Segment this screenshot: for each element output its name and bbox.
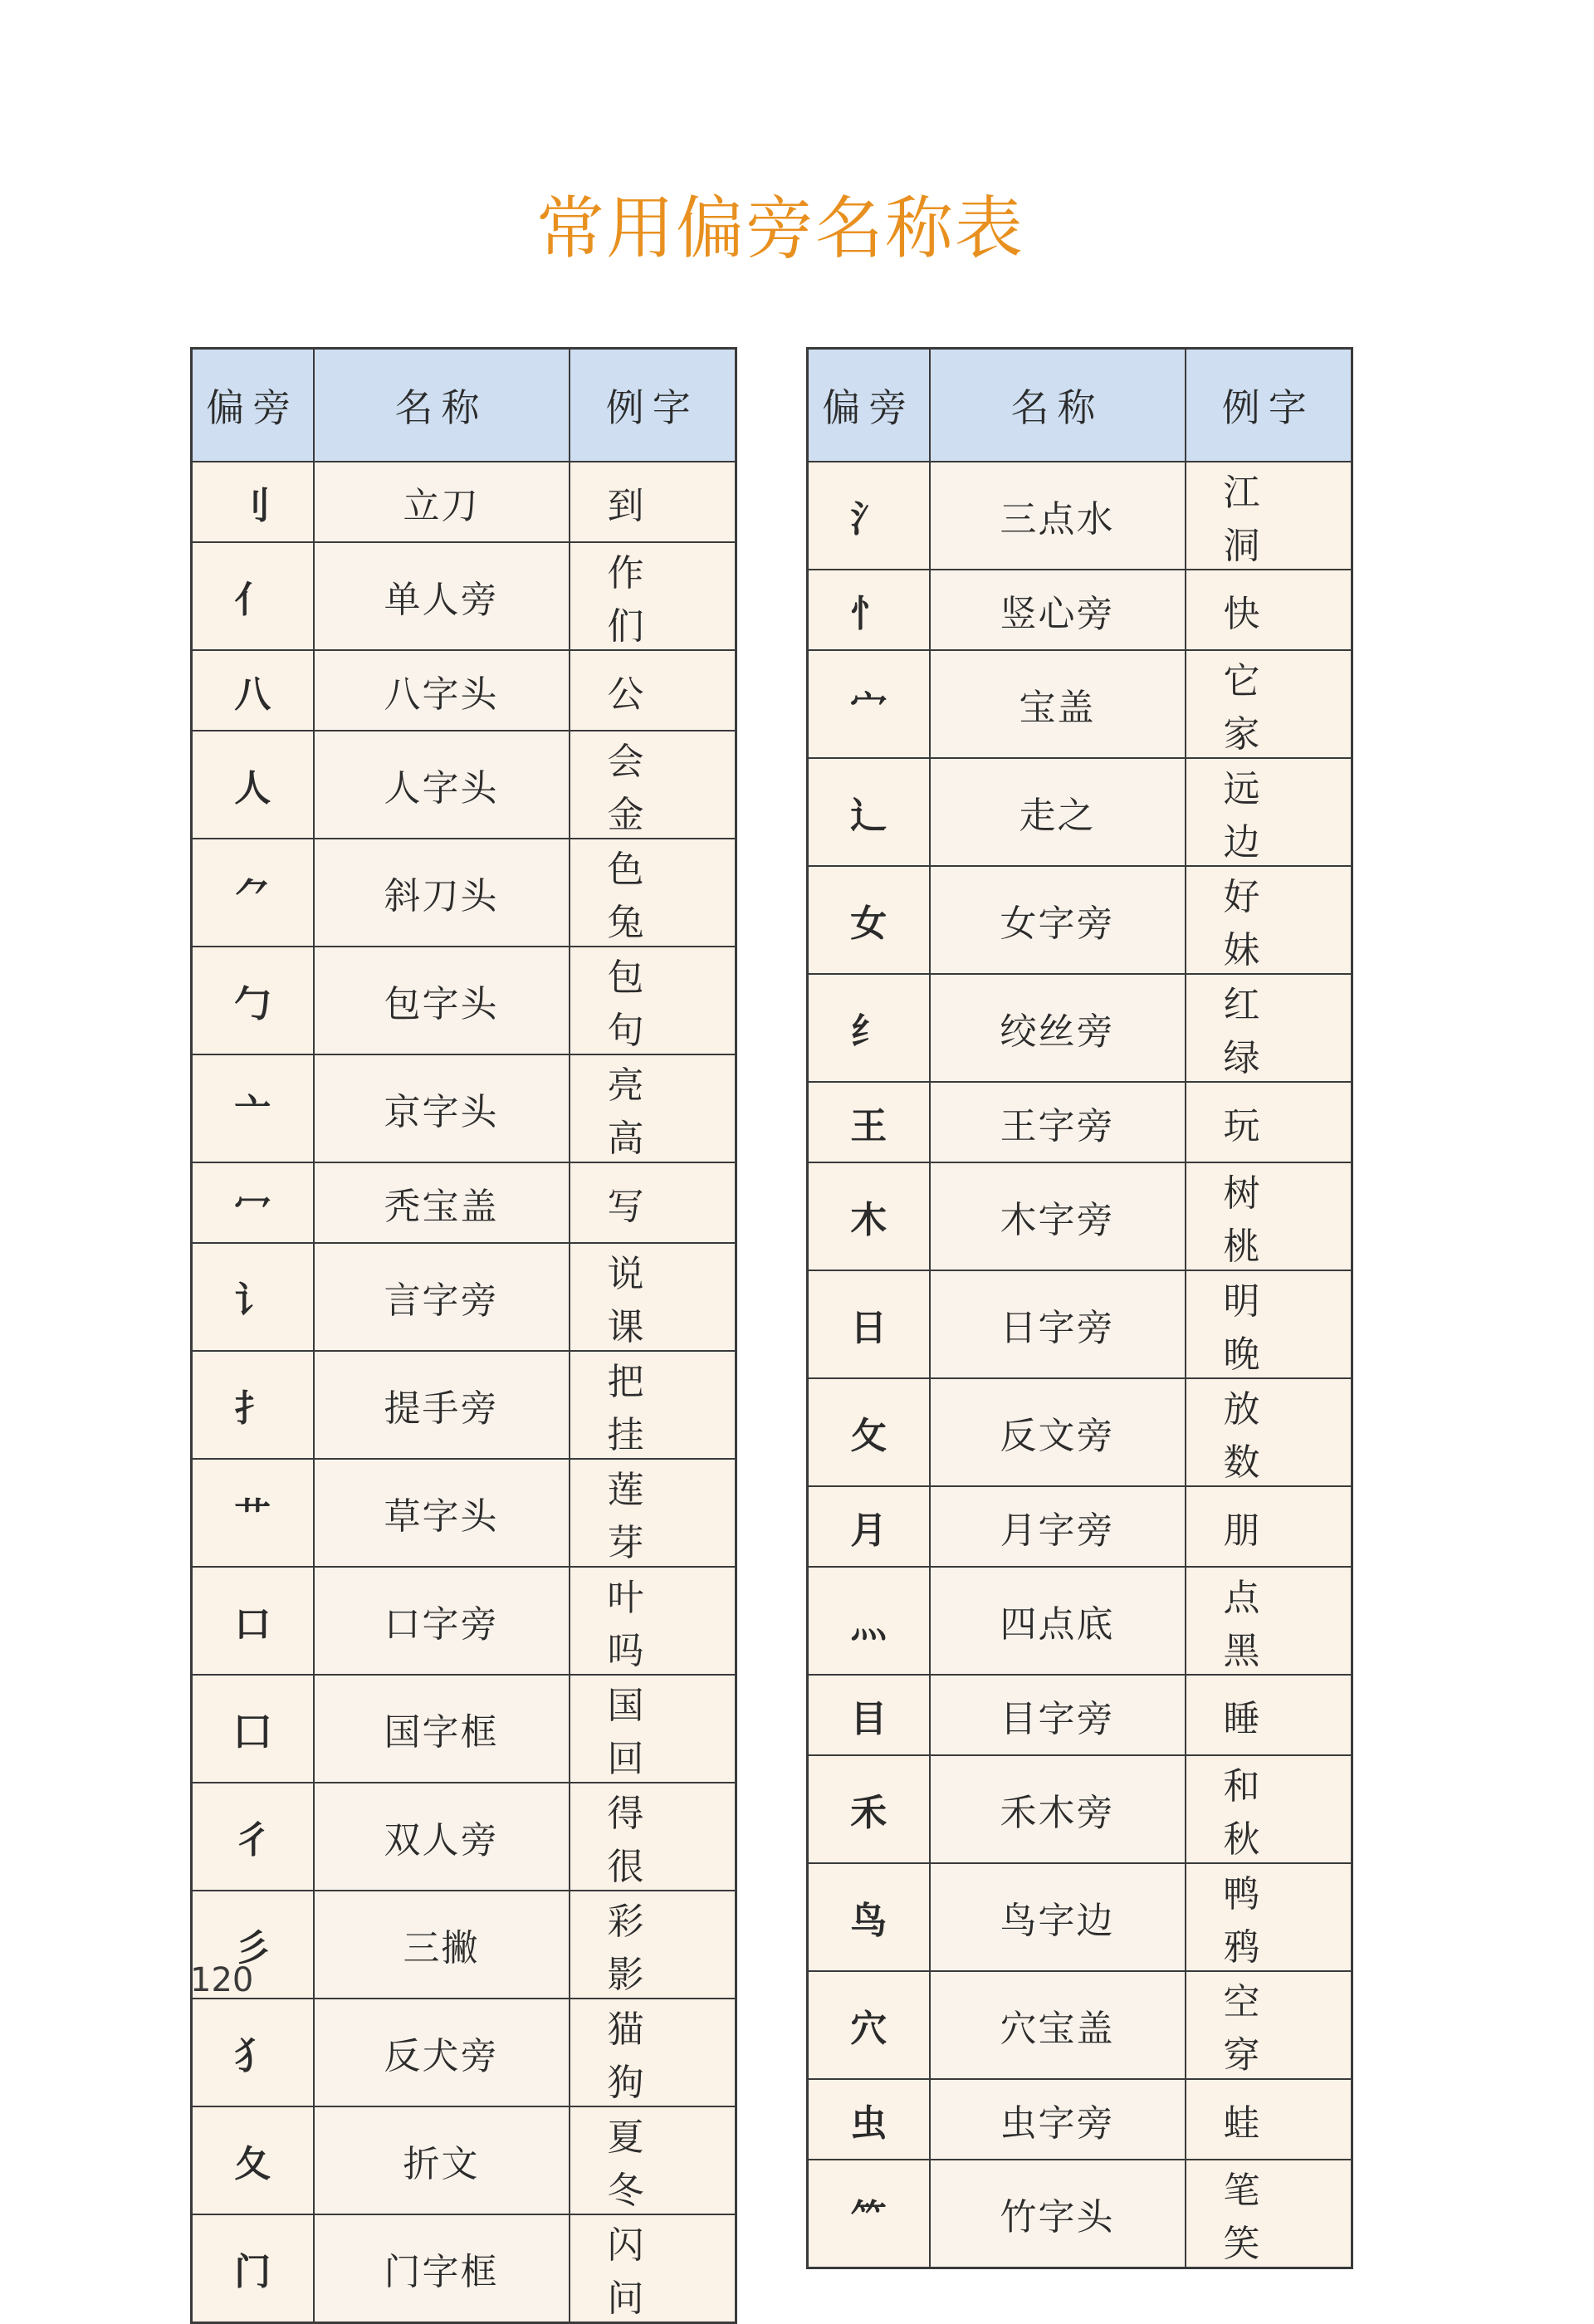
- example-chars-cell: 放 数: [1186, 1378, 1352, 1486]
- radical-cell: 亠: [192, 1054, 314, 1162]
- radical-name-cell: 禾木旁: [930, 1755, 1186, 1863]
- example-chars-cell: 国 回: [570, 1675, 736, 1783]
- example-chars-cell: 明 晚: [1186, 1270, 1352, 1378]
- example-chars-cell: 写: [570, 1162, 736, 1243]
- example-chars-cell: 闪 问: [570, 2214, 736, 2323]
- table-row: [808, 1486, 1352, 1567]
- table-row: [808, 866, 1352, 974]
- table-row: [192, 1675, 736, 1783]
- example-chars-cell: 江 洞: [1186, 462, 1352, 570]
- table-row: [808, 1863, 1352, 1971]
- radical-cell: 冖: [192, 1162, 314, 1243]
- example-chars-cell: 空 穿: [1186, 1971, 1352, 2079]
- radical-name-cell: 王字旁: [930, 1082, 1186, 1162]
- radical-name-cell: 包字头: [314, 947, 570, 1054]
- radical-cell: 氵: [808, 462, 930, 570]
- radical-name-cell: 宝盖: [930, 650, 1186, 758]
- radical-name-cell: 斜刀头: [314, 839, 570, 947]
- table-row: [192, 1999, 736, 2106]
- radical-cell: 扌: [192, 1351, 314, 1459]
- radical-name-cell: 木字旁: [930, 1162, 1186, 1270]
- example-chars-cell: 公: [570, 650, 736, 731]
- table-row: [808, 1971, 1352, 2079]
- radical-cell: 纟: [808, 974, 930, 1082]
- example-chars-cell: 玩: [1186, 1082, 1352, 1162]
- table-row: [192, 1351, 736, 1459]
- example-chars-cell: 亮 高: [570, 1054, 736, 1162]
- example-chars-cell: 会 金: [570, 731, 736, 839]
- radical-name-cell: 三点水: [930, 462, 1186, 570]
- radical-name-cell: 竖心旁: [930, 570, 1186, 650]
- table-row: [808, 1082, 1352, 1162]
- radical-name-cell: 反文旁: [930, 1378, 1186, 1486]
- header-name: 名称: [314, 349, 570, 462]
- radical-cell: 虫: [808, 2079, 930, 2160]
- radical-cell: 宀: [808, 650, 930, 758]
- table-row: [192, 1162, 736, 1243]
- table-row: [192, 2214, 736, 2323]
- radical-name-cell: 京字头: [314, 1054, 570, 1162]
- example-chars-cell: 莲 芽: [570, 1459, 736, 1567]
- radical-cell: 王: [808, 1082, 930, 1162]
- radical-cell: 女: [808, 866, 930, 974]
- page-number: 120: [190, 1961, 254, 1999]
- table-row: [192, 947, 736, 1054]
- radical-cell: 目: [808, 1675, 930, 1755]
- example-chars-cell: 猫 狗: [570, 1999, 736, 2106]
- table-row: [808, 758, 1352, 866]
- example-chars-cell: 远 边: [1186, 758, 1352, 866]
- table-row: [192, 1567, 736, 1675]
- radical-cell: 刂: [192, 462, 314, 542]
- radical-cell: 禾: [808, 1755, 930, 1863]
- table-row: [192, 1783, 736, 1891]
- radical-name-cell: 八字头: [314, 650, 570, 731]
- example-chars-cell: 蛙: [1186, 2079, 1352, 2160]
- radical-name-cell: 言字旁: [314, 1243, 570, 1351]
- table-row: [808, 650, 1352, 758]
- radical-cell: 彡: [192, 1891, 314, 1999]
- radical-cell: 艹: [192, 1459, 314, 1567]
- radical-name-cell: 单人旁: [314, 542, 570, 650]
- example-chars-cell: 说 课: [570, 1243, 736, 1351]
- radical-name-cell: 日字旁: [930, 1270, 1186, 1378]
- header-radical: 偏旁: [808, 349, 930, 462]
- example-chars-cell: 快: [1186, 570, 1352, 650]
- radical-name-cell: 四点底: [930, 1567, 1186, 1675]
- example-chars-cell: 树 桃: [1186, 1162, 1352, 1270]
- example-chars-cell: 色 兔: [570, 839, 736, 947]
- radical-cell: 人: [192, 731, 314, 839]
- radical-name-cell: 女字旁: [930, 866, 1186, 974]
- radical-cell: 鸟: [808, 1863, 930, 1971]
- table-row: [192, 1891, 736, 1999]
- radical-cell: 亻: [192, 542, 314, 650]
- example-chars-cell: 作 们: [570, 542, 736, 650]
- example-chars-cell: 朋: [1186, 1486, 1352, 1567]
- example-chars-cell: 叶 吗: [570, 1567, 736, 1675]
- radical-cell: 攵: [808, 1378, 930, 1486]
- radical-name-cell: 国字框: [314, 1675, 570, 1783]
- page-title: 常用偏旁名称表: [535, 189, 1024, 268]
- radical-name-cell: 反犬旁: [314, 1999, 570, 2106]
- header-radical: 偏旁: [192, 349, 314, 462]
- radical-cell: 囗: [192, 1675, 314, 1783]
- example-chars-cell: 睡: [1186, 1675, 1352, 1755]
- radical-cell: 夂: [192, 2106, 314, 2214]
- radical-table-left: [190, 347, 737, 2324]
- table-header-row: [192, 349, 736, 462]
- header-examples: 例字: [570, 349, 736, 462]
- table-header-row: [808, 349, 1352, 462]
- radical-cell: 忄: [808, 570, 930, 650]
- table-row: [808, 2160, 1352, 2268]
- table-row: [808, 1270, 1352, 1378]
- table-row: [808, 462, 1352, 570]
- table-row: [808, 974, 1352, 1082]
- example-chars-cell: 笔 笑: [1186, 2160, 1352, 2268]
- table-row: [808, 1162, 1352, 1270]
- example-chars-cell: 它 家: [1186, 650, 1352, 758]
- radical-name-cell: 门字框: [314, 2214, 570, 2323]
- radical-cell: ⺮: [808, 2160, 930, 2268]
- table-row: [192, 462, 736, 542]
- table-row: [192, 650, 736, 731]
- radical-name-cell: 走之: [930, 758, 1186, 866]
- radical-cell: 日: [808, 1270, 930, 1378]
- radical-cell: 灬: [808, 1567, 930, 1675]
- example-chars-cell: 鸭 鸦: [1186, 1863, 1352, 1971]
- radical-name-cell: 绞丝旁: [930, 974, 1186, 1082]
- radical-name-cell: 口字旁: [314, 1567, 570, 1675]
- example-chars-cell: 到: [570, 462, 736, 542]
- table-row: [192, 1459, 736, 1567]
- radical-cell: 勹: [192, 947, 314, 1054]
- radical-name-cell: 穴宝盖: [930, 1971, 1186, 2079]
- example-chars-cell: 包 句: [570, 947, 736, 1054]
- radical-name-cell: 提手旁: [314, 1351, 570, 1459]
- table-row: [808, 1567, 1352, 1675]
- table-row: [192, 839, 736, 947]
- table-row: [808, 1675, 1352, 1755]
- radical-name-cell: 鸟字边: [930, 1863, 1186, 1971]
- example-chars-cell: 好 妹: [1186, 866, 1352, 974]
- table-row: [192, 542, 736, 650]
- header-name: 名称: [930, 349, 1186, 462]
- example-chars-cell: 夏 冬: [570, 2106, 736, 2214]
- radical-cell: 犭: [192, 1999, 314, 2106]
- table-row: [192, 1054, 736, 1162]
- radical-cell: 月: [808, 1486, 930, 1567]
- radical-name-cell: 目字旁: [930, 1675, 1186, 1755]
- example-chars-cell: 得 很: [570, 1783, 736, 1891]
- radical-cell: 彳: [192, 1783, 314, 1891]
- example-chars-cell: 和 秋: [1186, 1755, 1352, 1863]
- radical-name-cell: 草字头: [314, 1459, 570, 1567]
- table-row: [808, 2079, 1352, 2160]
- radical-cell: 木: [808, 1162, 930, 1270]
- radical-name-cell: 虫字旁: [930, 2079, 1186, 2160]
- radical-name-cell: 三撇: [314, 1891, 570, 1999]
- radical-cell: 口: [192, 1567, 314, 1675]
- radical-name-cell: 秃宝盖: [314, 1162, 570, 1243]
- radical-cell: 穴: [808, 1971, 930, 2079]
- radical-cell: 八: [192, 650, 314, 731]
- radical-name-cell: 人字头: [314, 731, 570, 839]
- example-chars-cell: 把 挂: [570, 1351, 736, 1459]
- table-row: [192, 731, 736, 839]
- radical-name-cell: 双人旁: [314, 1783, 570, 1891]
- radical-table-right-body: [808, 462, 1352, 2268]
- radical-cell: ⺈: [192, 839, 314, 947]
- radical-cell: 讠: [192, 1243, 314, 1351]
- table-row: [192, 1243, 736, 1351]
- radical-table-right: [806, 347, 1353, 2269]
- example-chars-cell: 红 绿: [1186, 974, 1352, 1082]
- radical-cell: 辶: [808, 758, 930, 866]
- header-examples: 例字: [1186, 349, 1352, 462]
- radical-name-cell: 立刀: [314, 462, 570, 542]
- table-row: [808, 1755, 1352, 1863]
- table-row: [192, 2106, 736, 2214]
- radical-name-cell: 竹字头: [930, 2160, 1186, 2268]
- radical-cell: 门: [192, 2214, 314, 2323]
- table-row: [808, 570, 1352, 650]
- radical-name-cell: 月字旁: [930, 1486, 1186, 1567]
- example-chars-cell: 点 黑: [1186, 1567, 1352, 1675]
- radical-table-left-body: [192, 462, 736, 2323]
- example-chars-cell: 彩 影: [570, 1891, 736, 1999]
- radical-name-cell: 折文: [314, 2106, 570, 2214]
- table-row: [808, 1378, 1352, 1486]
